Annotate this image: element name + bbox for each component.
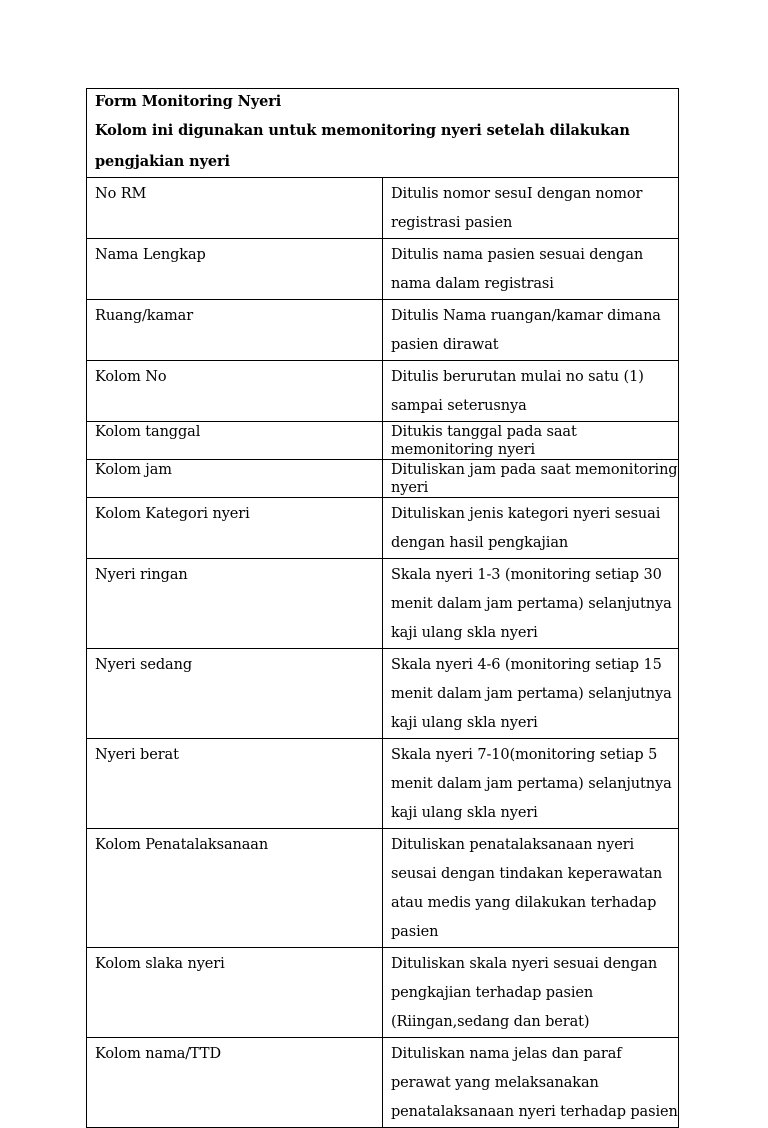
table-row xyxy=(87,649,679,739)
field-description-cell: Dituliskan skala nyeri sesuai dengan pengkajian terhadap pasien (Riingan,sedang dan berat) xyxy=(383,948,679,1038)
field-description-cell: Ditulis nomor sesuI dengan nomor registrasi pasien xyxy=(383,178,679,239)
field-name-cell: Kolom jam xyxy=(87,460,383,498)
field-description-cell: Ditulis berurutan mulai no satu (1) sampai seterusnya xyxy=(383,361,679,422)
field-name-cell: Ruang/kamar xyxy=(87,300,383,361)
table-row xyxy=(87,948,679,1038)
field-name-cell: Kolom No xyxy=(87,361,383,422)
field-name-cell: Kolom tanggal xyxy=(87,422,383,460)
form-description: Kolom ini digunakan untuk memonitoring nyeri setelah dilakukan pengjakian nyeri xyxy=(95,122,630,170)
field-description-cell: Dituliskan jenis kategori nyeri sesuai dengan hasil pengkajian xyxy=(383,498,679,559)
field-name-cell: Kolom Kategori nyeri xyxy=(87,498,383,559)
field-name-cell: No RM xyxy=(87,178,383,239)
table-row xyxy=(87,559,679,649)
monitoring-table xyxy=(86,88,679,1128)
field-name-cell: Nama Lengkap xyxy=(87,239,383,300)
table-row xyxy=(87,300,679,361)
field-name-cell: Nyeri ringan xyxy=(87,559,383,649)
document-page xyxy=(86,88,679,1128)
table-row xyxy=(87,498,679,559)
table-row xyxy=(87,829,679,948)
table-row xyxy=(87,460,679,498)
field-name-cell: Kolom slaka nyeri xyxy=(87,948,383,1038)
field-description-cell: Ditulis nama pasien sesuai dengan nama dalam registrasi xyxy=(383,239,679,300)
field-description-cell: Skala nyeri 7-10(monitoring setiap 5 menit dalam jam pertama) selanjutnya kaji ulang skla nyeri xyxy=(383,739,679,829)
table-row xyxy=(87,1038,679,1128)
field-description-cell: Dituliskan nama jelas dan paraf perawat yang melaksanakan penatalaksanaan nyeri terhadap pasien xyxy=(383,1038,679,1128)
field-description-cell: Ditukis tanggal pada saat memonitoring nyeri xyxy=(383,422,679,460)
table-row xyxy=(87,361,679,422)
field-description-cell: Ditulis Nama ruangan/kamar dimana pasien dirawat xyxy=(383,300,679,361)
field-description-cell: Dituliskan penatalaksanaan nyeri seusai dengan tindakan keperawatan atau medis yang dilakukan terhadap pasien xyxy=(383,829,679,948)
header-cell xyxy=(87,89,679,178)
field-name-cell: Nyeri berat xyxy=(87,739,383,829)
table-row xyxy=(87,178,679,239)
table-row xyxy=(87,739,679,829)
field-name-cell: Kolom nama/TTD xyxy=(87,1038,383,1128)
field-name-cell: Kolom Penatalaksanaan xyxy=(87,829,383,948)
field-description-cell: Skala nyeri 4-6 (monitoring setiap 15 menit dalam jam pertama) selanjutnya kaji ulang skla nyeri xyxy=(383,649,679,739)
field-description-cell: Dituliskan jam pada saat memonitoring nyeri xyxy=(383,460,679,498)
field-name-cell: Nyeri sedang xyxy=(87,649,383,739)
table-row xyxy=(87,422,679,460)
field-description-cell: Skala nyeri 1-3 (monitoring setiap 30 menit dalam jam pertama) selanjutnya kaji ulang skla nyeri xyxy=(383,559,679,649)
header-row xyxy=(87,89,679,178)
form-title: Form Monitoring Nyeri xyxy=(95,93,282,110)
table-row xyxy=(87,239,679,300)
